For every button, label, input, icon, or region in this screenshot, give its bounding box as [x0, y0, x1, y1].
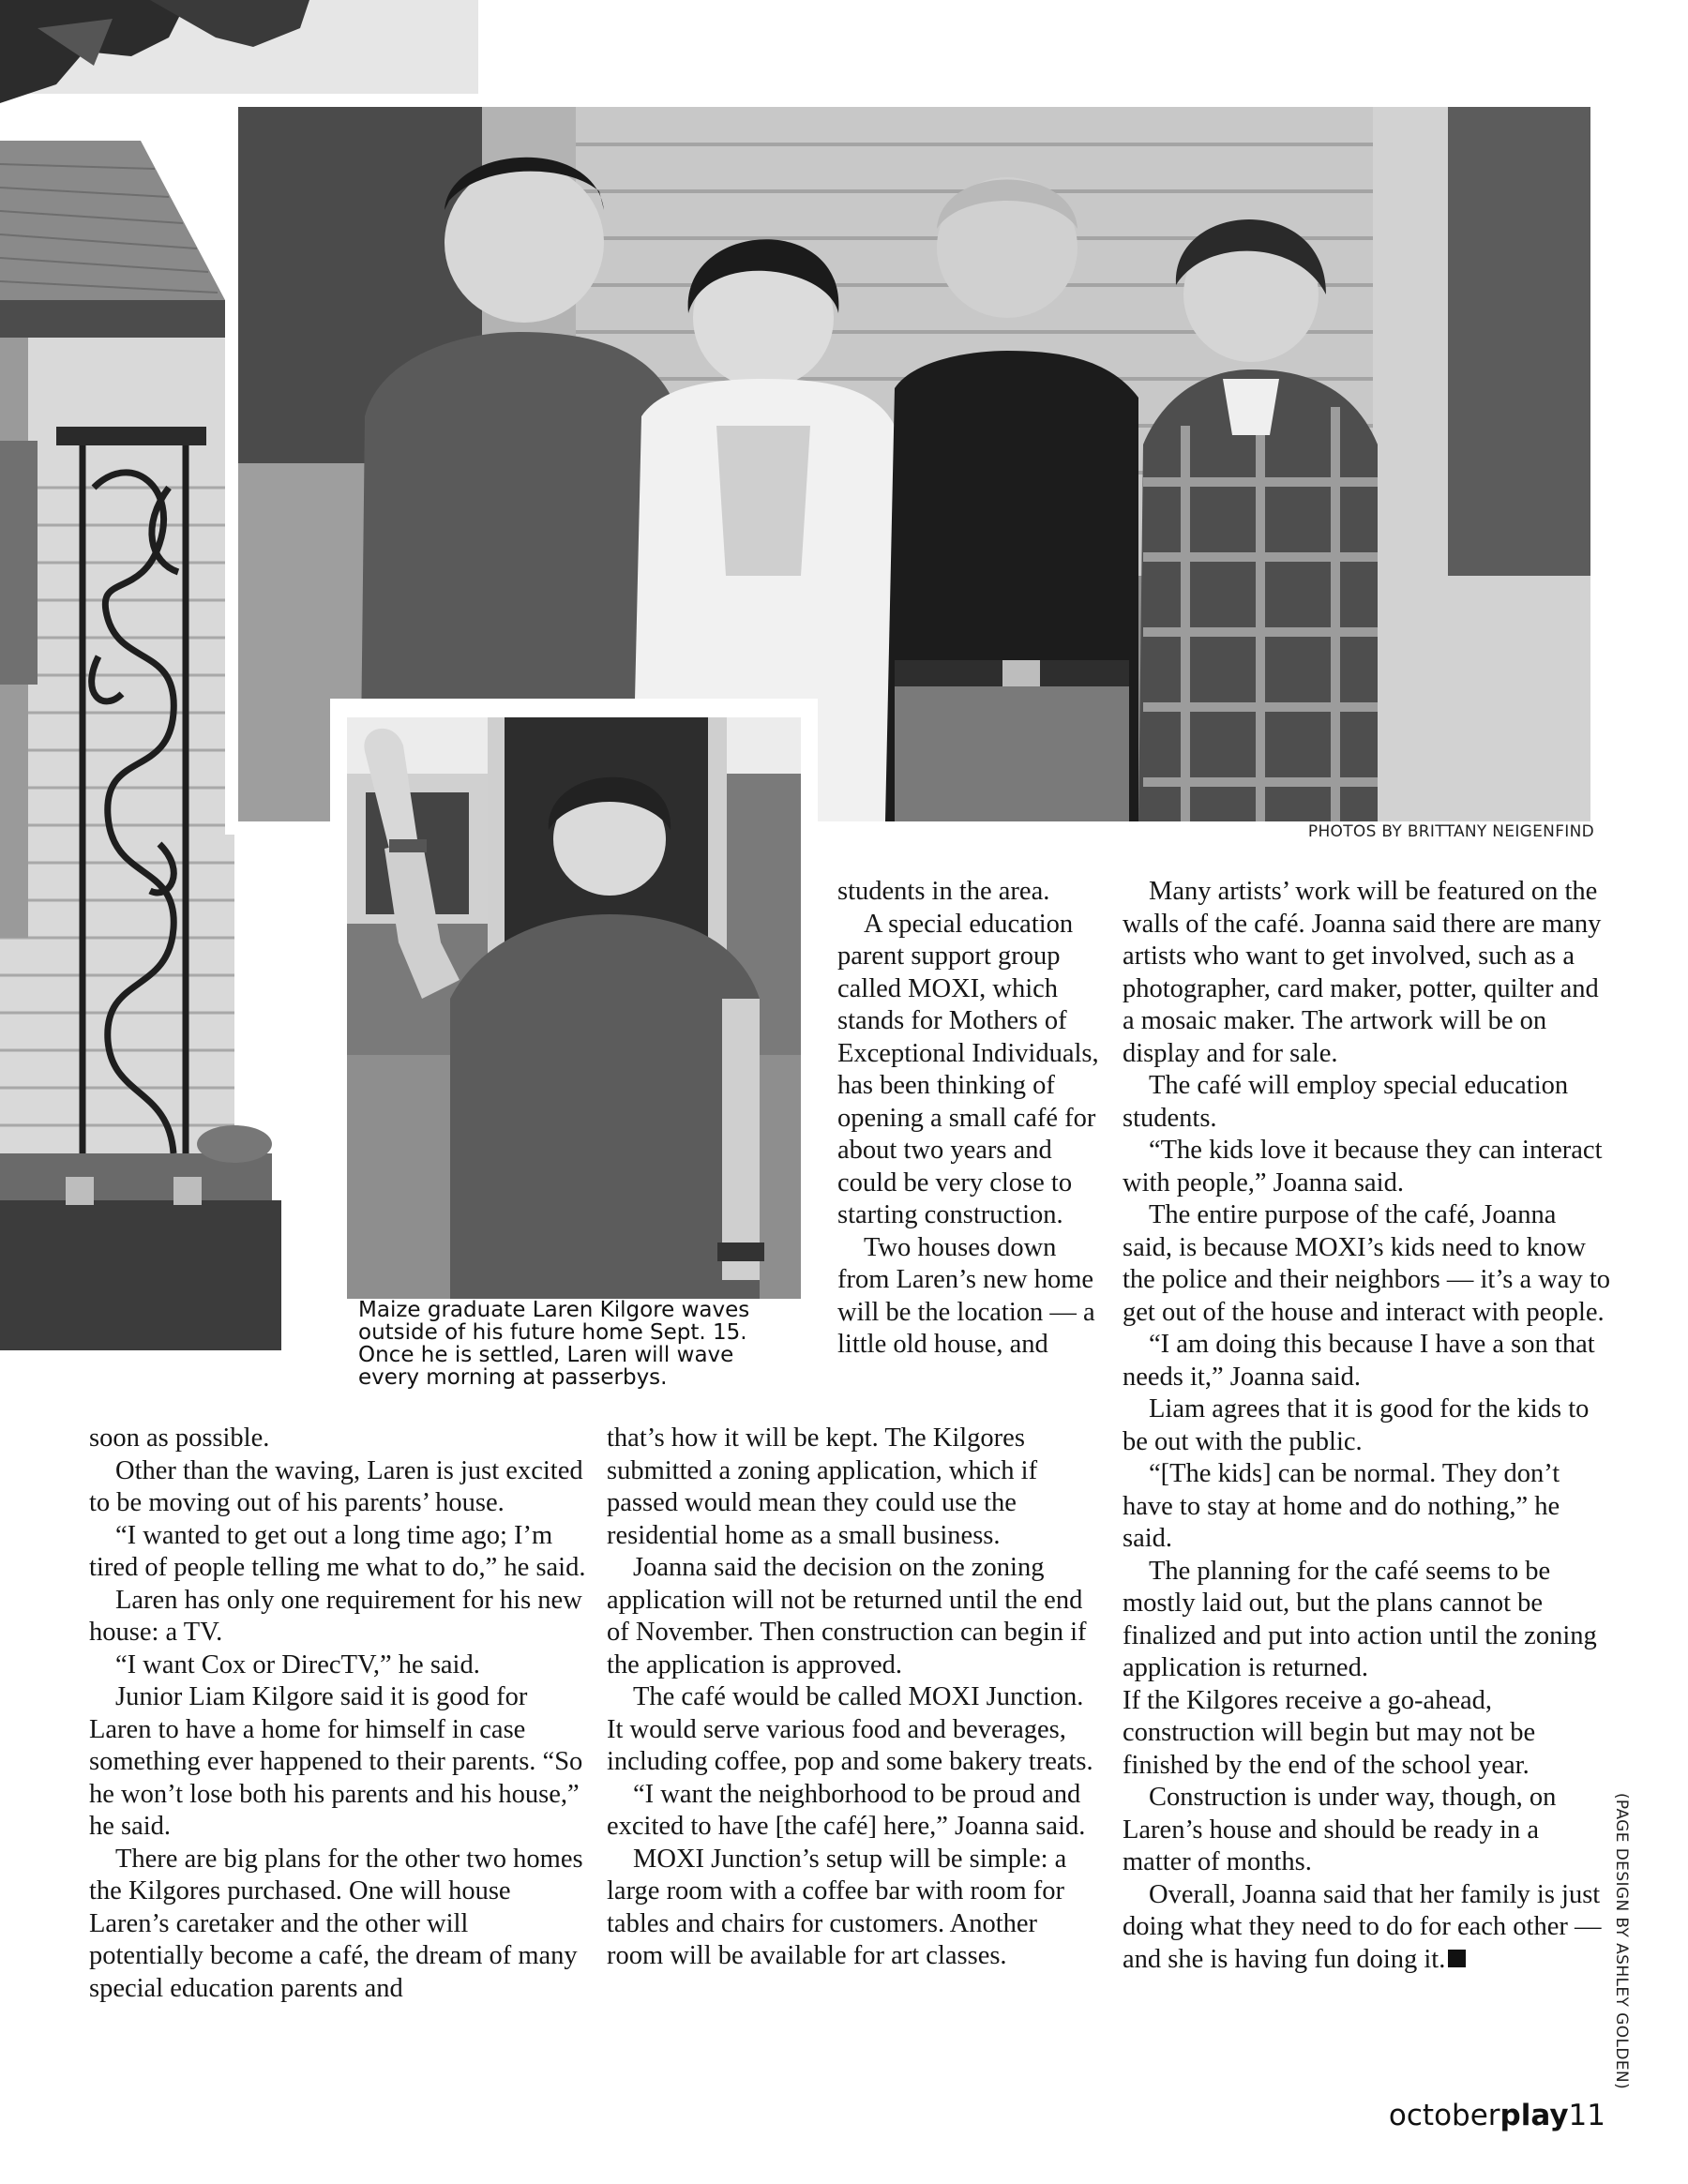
article-paragraph: “I wanted to get out a long time ago; I’m tired of people telling me what to do,” he said. [89, 1520, 586, 1582]
article-paragraph: Construction is under way, though, on Laren’s house and should be ready in a matter of months. [1123, 1783, 1557, 1876]
article-paragraph: MOXI Junction’s setup will be simple: a large room with a coffee bar with room for tables and chairs for customers. Another room will be available for art classes. [607, 1844, 1067, 1970]
article-column-2-bottom [607, 1423, 1094, 1973]
article-paragraph: The café will employ special education students. [1123, 1071, 1569, 1133]
article-paragraph: The café would be called MOXI Junction. It would serve various food and beverages, including coffee, pop and some bakery treats. [607, 1682, 1093, 1776]
article-paragraph: Junior Liam Kilgore said it is good for Laren to have a home for himself in case something ever happened to their parents. “So he won’t lose both his parents and his house,” he said. [89, 1682, 583, 1841]
article-paragraph: If the Kilgores receive a go-ahead, construction will begin but may not be finished by the end of the school year. [1123, 1685, 1536, 1780]
folio-brand: play [1500, 2099, 1569, 2132]
laren-waving-photo [330, 699, 818, 1299]
article-paragraph: that’s how it will be kept. The Kilgores submitted a zoning application, which if passed would mean they could use the residential home as a small business. [607, 1423, 1038, 1550]
photo-caption: Maize graduate Laren Kilgore waves outside of his future home Sept. 15. Once he is settled, Laren will wave every morning at passerbys. [358, 1299, 799, 1389]
end-mark-icon [1448, 1950, 1466, 1967]
page-design-credit [1605, 1792, 1637, 2090]
article-paragraph: A special education parent support group called MOXI, which stands for Mothers of Exceptional Individuals, has been thinking of opening a small café for about two years and could be very close to starting construction. [837, 909, 1099, 1229]
page-folio [1389, 2099, 1605, 2132]
article-paragraph: The entire purpose of the café, Joanna said, is because MOXI’s kids need to know the police and their neighbors — it’s a way to get out of the house and interact with people. [1123, 1200, 1610, 1327]
folio-month: october [1388, 2099, 1500, 2132]
photo-credit: PHOTOS BY BRITTANY NEIGENFIND [1307, 822, 1594, 841]
article-column-3 [1123, 876, 1610, 1976]
page-design-credit-text: (PAGE DESIGN BY ASHLEY GOLDEN) [1612, 1792, 1631, 2090]
article-paragraph: Joanna said the decision on the zoning application will not be returned until the end of November. Then construction can begin if the application is approved. [607, 1553, 1087, 1679]
article-paragraph: Liam agrees that it is good for the kids to be out with the public. [1123, 1394, 1590, 1456]
article-paragraph: “I am doing this because I have a son that needs it,” Joanna said. [1123, 1330, 1595, 1392]
article-paragraph: The planning for the café seems to be mostly laid out, but the plans cannot be finalized and put into action until the zoning application is returned. [1123, 1556, 1597, 1682]
article-paragraph: There are big plans for the other two homes the Kilgores purchased. One will house Laren’s caretaker and the other will potentially become a café, the dream of many special education parents and [89, 1844, 583, 2003]
article-paragraph: Two houses down from Laren’s new home will be the location — a little old house, and [837, 1232, 1095, 1359]
article-paragraph: Other than the waving, Laren is just excited to be moving out of his parents’ house. [89, 1455, 583, 1517]
article-paragraph: soon as possible. [89, 1423, 270, 1453]
page-number: 11 [1568, 2099, 1605, 2132]
article-column-2-top [837, 876, 1109, 1362]
article-paragraph: “[The kids] can be normal. They don’t have to stay at home and do nothing,” he said. [1123, 1459, 1560, 1553]
article-paragraph: “I want Cox or DirecTV,” he said. [115, 1649, 480, 1679]
article-paragraph: Laren has only one requirement for his new house: a TV. [89, 1585, 582, 1647]
article-paragraph-text: Overall, Joanna said that her family is just doing what they need to do for each other — and she is having fun doing it. [1123, 1879, 1602, 1974]
article-paragraph: Many artists’ work will be featured on the walls of the café. Joanna said there are many artists who want to get involved, such as a photographer, card maker, potter, quilter and a mosaic maker. The artwork will be on display and for sale. [1123, 877, 1602, 1068]
article-paragraph-final [1123, 1879, 1610, 1977]
article-paragraph: “The kids love it because they can interact with people,” Joanna said. [1123, 1136, 1603, 1197]
article-paragraph: “I want the neighborhood to be proud and excited to have [the café] here,” Joanna said. [607, 1779, 1086, 1841]
article-column-1 [89, 1423, 586, 2005]
article-paragraph: students in the area. [837, 877, 1050, 906]
